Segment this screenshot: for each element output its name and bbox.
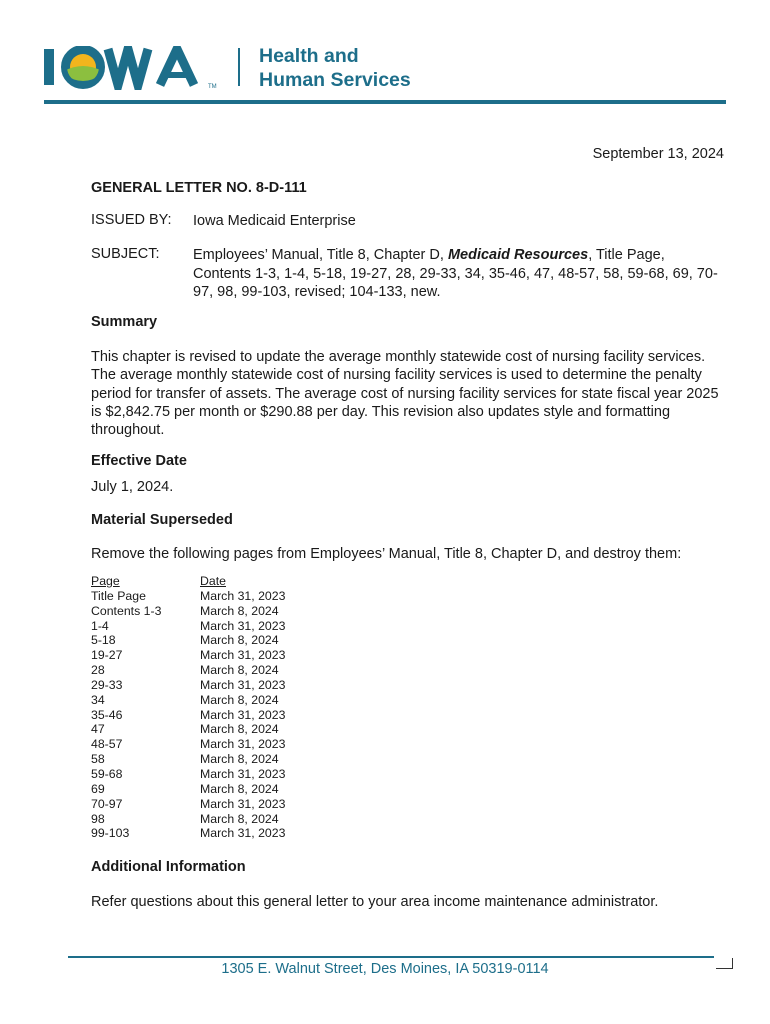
- date-cell: March 8, 2024: [200, 603, 279, 618]
- page-cell: 69: [91, 781, 105, 796]
- iowa-logo: [42, 46, 232, 90]
- table-row: [91, 767, 285, 782]
- svg-text:TM: TM: [208, 84, 217, 90]
- table-row: [91, 648, 285, 663]
- date-cell: March 31, 2023: [200, 766, 286, 781]
- footer-rule: [68, 956, 714, 958]
- date-cell: March 8, 2024: [200, 663, 279, 678]
- date-cell: March 8, 2024: [200, 752, 279, 767]
- date-cell: March 8, 2024: [200, 781, 279, 796]
- column-header-page: Page: [91, 574, 120, 588]
- table-row: [91, 663, 285, 678]
- header-rule: [44, 100, 726, 104]
- date-cell: March 31, 2023: [200, 677, 286, 692]
- date-cell: March 31, 2023: [200, 796, 286, 811]
- column-header-date: Date: [200, 574, 226, 588]
- date-cell: March 31, 2023: [200, 648, 286, 663]
- issued-by-label: ISSUED BY:: [91, 212, 172, 228]
- page-cell: 99-103: [91, 826, 130, 841]
- page-cell: 5-18: [91, 633, 116, 648]
- logo-divider: [238, 48, 240, 86]
- date-cell: March 31, 2023: [200, 707, 286, 722]
- letter-date: September 13, 2024: [592, 146, 724, 162]
- date-cell: March 8, 2024: [200, 722, 279, 737]
- subject-text-post: , Title Page, Contents 1-3, 1-4, 5-18, 19-27, 28, 29-33, 34, 35-46, 47, 48-57, 58, 59-68, 69, 70-97, 98, 99-103, revised; 104-133, new.: [193, 247, 718, 300]
- page-cell: 19-27: [91, 648, 123, 663]
- superseded-pages-table: [91, 574, 285, 841]
- summary-heading: Summary: [91, 314, 158, 330]
- table-row: [91, 752, 285, 767]
- page-corner-mark: [716, 958, 733, 969]
- table-row: [91, 678, 285, 693]
- table-row: [91, 812, 285, 827]
- page-cell: Title Page: [91, 588, 146, 603]
- letter-title: GENERAL LETTER NO. 8-D-111: [91, 180, 307, 196]
- issued-by-value: Iowa Medicaid Enterprise: [193, 213, 356, 229]
- subject-label: SUBJECT:: [91, 246, 160, 262]
- page-cell: Contents 1-3: [91, 603, 162, 618]
- page-cell: 47: [91, 722, 105, 737]
- table-row: [91, 633, 285, 648]
- table-row: [91, 782, 285, 797]
- table-row: [91, 589, 285, 604]
- department-name-line2: Human Services: [259, 69, 411, 91]
- date-cell: March 31, 2023: [200, 826, 286, 841]
- table-row: [91, 604, 285, 619]
- subject-text-pre: Employees’ Manual, Title 8, Chapter D,: [193, 247, 448, 263]
- table-row: [91, 737, 285, 752]
- effective-date-heading: Effective Date: [91, 453, 187, 469]
- page-cell: 34: [91, 692, 105, 707]
- date-cell: March 31, 2023: [200, 588, 286, 603]
- department-name-line1: Health and: [259, 45, 359, 67]
- material-superseded-text: Remove the following pages from Employees’ Manual, Title 8, Chapter D, and destroy them:: [91, 546, 682, 562]
- material-superseded-heading: Material Superseded: [91, 512, 233, 528]
- date-cell: March 31, 2023: [200, 618, 286, 633]
- date-cell: March 8, 2024: [200, 692, 279, 707]
- page-cell: 58: [91, 752, 105, 767]
- page-cell: 28: [91, 663, 105, 678]
- department-name: [259, 44, 411, 92]
- page-cell: 70-97: [91, 796, 123, 811]
- page-cell: 59-68: [91, 766, 123, 781]
- table-row: [91, 619, 285, 634]
- subject-emphasis: Medicaid Resources: [447, 247, 589, 263]
- date-cell: March 8, 2024: [200, 811, 279, 826]
- table-row: [91, 708, 285, 723]
- table-row: [91, 826, 285, 841]
- subject-value: [193, 246, 723, 302]
- page-cell: 35-46: [91, 707, 123, 722]
- page-cell: 48-57: [91, 737, 123, 752]
- table-row: [91, 797, 285, 812]
- date-cell: March 31, 2023: [200, 737, 286, 752]
- table-header-row: [91, 574, 285, 589]
- effective-date-text: July 1, 2024.: [91, 479, 174, 495]
- summary-text: This chapter is revised to update the average monthly statewide cost of nursing facility services. The average monthly statewide cost of nursing facility services is used to determine the penalty period for transfer of assets. The average cost of nursing facility services for state fiscal year 2025 is $2,842.75 per month or $290.88 per day. This revision also updates style and formatting throughout.: [91, 349, 719, 439]
- additional-info-heading: Additional Information: [91, 859, 246, 875]
- page-cell: 98: [91, 811, 105, 826]
- table-row: [91, 693, 285, 708]
- date-cell: March 8, 2024: [200, 633, 279, 648]
- additional-info-text: Refer questions about this general letter to your area income maintenance administrator.: [91, 894, 659, 910]
- page-cell: 1-4: [91, 618, 109, 633]
- table-row: [91, 722, 285, 737]
- footer-address: 1305 E. Walnut Street, Des Moines, IA 50319-0114: [221, 961, 549, 977]
- page-cell: 29-33: [91, 677, 123, 692]
